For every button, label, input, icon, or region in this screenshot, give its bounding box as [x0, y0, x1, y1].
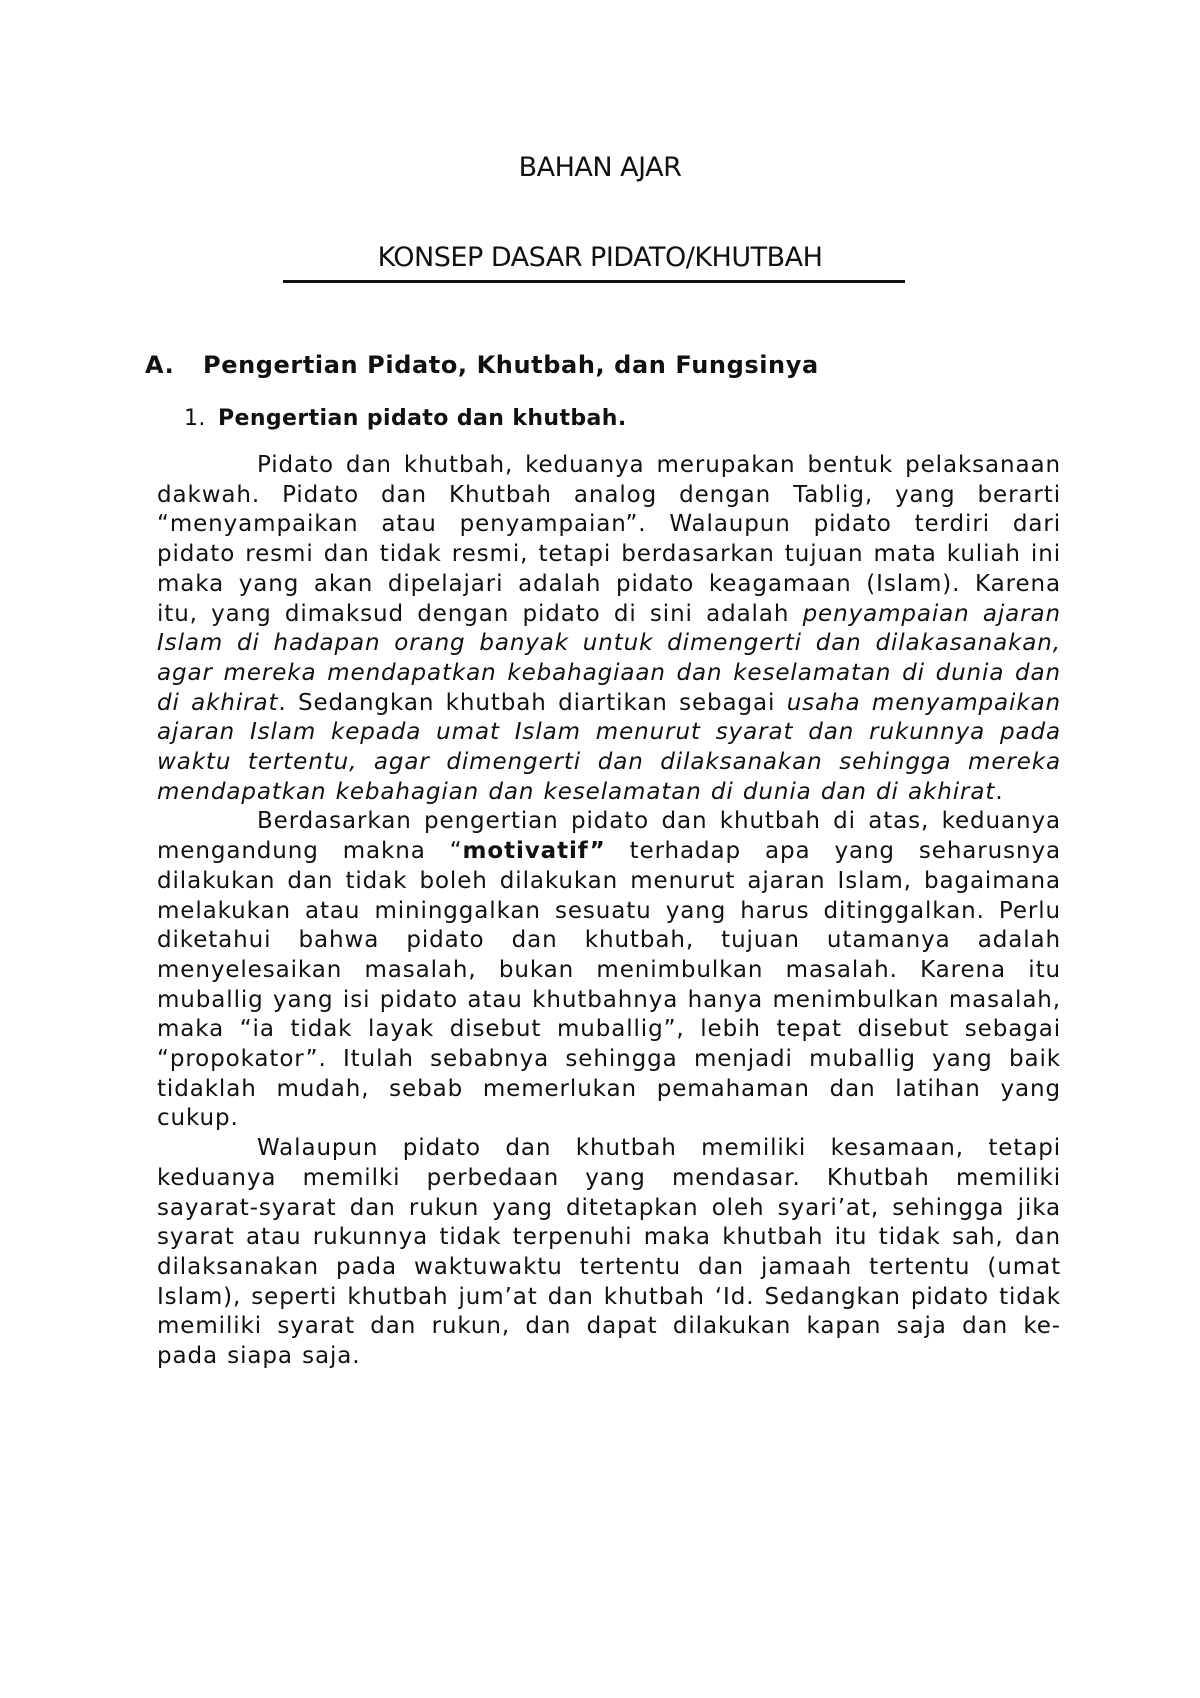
paragraph-1-end: . — [995, 778, 1004, 805]
section-title: Pengertian Pidato, Khutbah, dan Fungsinya — [203, 351, 819, 379]
paragraph-1-text-continued: . Sedangkan khutbah diartikan sebagai — [278, 689, 787, 716]
body-text — [157, 451, 1061, 1372]
paragraph-1-text: Pidato dan khutbah, keduanya merupakan bentuk pelaksanaan dakwah. Pidato dan Khutbah analog dengan Tablig, yang berarti “menyampaikan atau penyampaian”. Walaupun pidato terdiri dari pidato resmi dan tidak resmi, tetapi berdasarkan tujuan mata kuliah ini maka yang akan dipelajari adalah pidato keagamaan (Islam). Karena itu, yang dimaksud dengan pidato di sini adalah — [157, 452, 1061, 627]
paragraph-2-text-continued: terhadap apa yang seharusnya dilakukan dan tidak boleh dilakukan menurut ajaran Islam, bagaimana melakukan atau mininggalkan sesuatu yang harus ditinggalkan. Perlu diketahui bahwa pidato dan khutbah, tujuan utamanya adalah menyelesaikan masalah, bukan menimbulkan masalah. Karena itu muballig yang isi pidato atau khutbahnya hanya menimbulkan masalah, maka “ia tidak layak disebut muballig”, lebih tepat disebut sebagai “propokator”. Itulah sebabnya sehingga menjadi muballig yang baik tidaklah mudah, sebab memerlukan pemahaman dan latihan yang cukup. — [157, 838, 1062, 1132]
paragraph-3: Walaupun pidato dan khutbah memiliki kesamaan, tetapi keduanya memilki perbedaan yang mendasar. Khutbah memiliki sayarat-syarat dan rukun yang ditetapkan oleh syari’at, sehingga jika syarat atau rukunnya tidak terpenuhi maka khutbah itu tidak sah, dan dilaksanakan pada waktuwaktu tertentu dan jamaah tertentu (umat Islam), seperti khutbah jum’at dan khutbah ‘Id. Sedangkan pidato tidak memiliki syarat dan rukun, dan dapat dilakukan kapan saja dan ke-pada siapa saja. — [157, 1135, 1061, 1370]
paragraph-2-text: Berdasarkan pengertian pidato dan khutbah di atas, keduanya mengandung makna “ — [157, 808, 1061, 865]
paragraph-2-bold-term: motivatif” — [462, 838, 606, 865]
subtitle-underline — [283, 280, 905, 283]
subsection-number: 1. — [184, 406, 206, 431]
paragraph-2 — [157, 807, 1061, 1134]
section-heading — [145, 351, 819, 379]
subsection-title: Pengertian pidato dan khutbah. — [218, 406, 627, 431]
section-letter: A. — [145, 351, 175, 379]
document-title: BAHAN AJAR — [518, 152, 682, 183]
paragraph-1 — [157, 451, 1061, 807]
paragraph-1-italic-khutbah-definition: usaha menyampaikan ajaran Islam kepada umat Islam menurut syarat dan rukunnya pada waktu tertentu, agar dimengerti dan dilaksanakan sehingga mereka mendapatkan kebahagian dan keselamatan di dunia dan di akhirat — [157, 689, 1062, 805]
subsection-heading — [184, 406, 627, 431]
document-subtitle: KONSEP DASAR PIDATO/KHUTBAH — [377, 242, 823, 273]
paragraph-1-italic-definition: penyampaian ajaran Islam di hadapan orang banyak untuk dimengerti dan dilakasanakan, agar mereka mendapatkan kebahagiaan dan keselamatan di dunia dan di akhirat — [157, 600, 1061, 716]
